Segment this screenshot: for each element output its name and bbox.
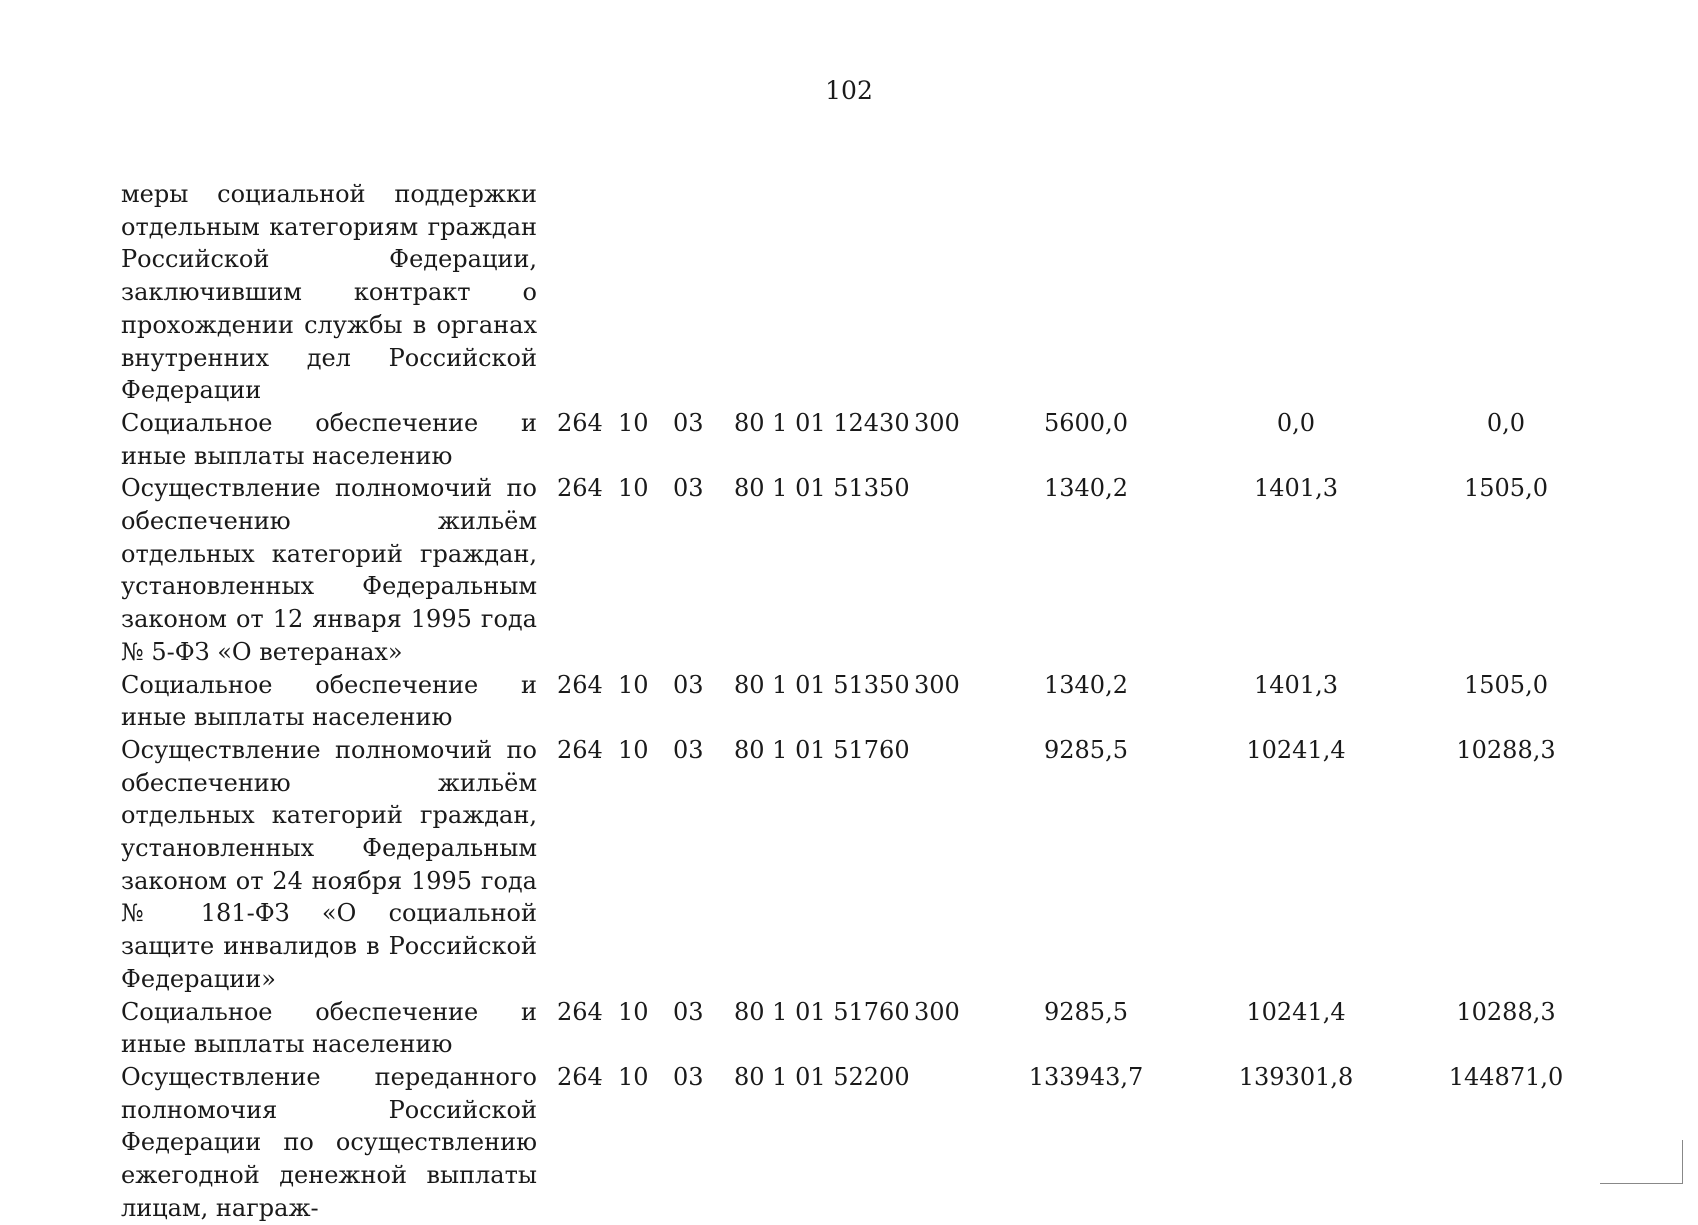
row-ved-code: 264 <box>557 997 603 1026</box>
row-amount-year2: 10241,4 <box>1246 997 1346 1026</box>
row-description: меры социальной поддержки отдельным категориям граждан Российской Федерации, заключившим контракт о прохождении службы в органах внутренних дел Российской Федерации <box>121 180 537 405</box>
row-amount-year3: 10288,3 <box>1456 997 1556 1026</box>
row-amount-year1: 5600,0 <box>1044 408 1128 437</box>
row-amount-year1: 1340,2 <box>1044 474 1128 503</box>
row-subsection-code: 03 <box>673 997 704 1026</box>
row-expense-type: 300 <box>914 670 960 699</box>
row-amount-year2: 0,0 <box>1276 408 1316 437</box>
row-amount-year3: 144871,0 <box>1448 1062 1564 1091</box>
row-section-code: 10 <box>618 1062 649 1091</box>
row-section-code: 10 <box>618 670 649 699</box>
table-row <box>121 407 1541 472</box>
row-target-article: 80 1 01 51350 <box>734 474 910 503</box>
row-ved-code: 264 <box>557 1062 603 1091</box>
row-amount-year2: 1401,3 <box>1254 474 1338 503</box>
row-target-article: 80 1 01 12430 <box>734 408 910 437</box>
page-number: 102 <box>825 76 873 105</box>
row-amount-year1: 133943,7 <box>1028 1062 1144 1091</box>
row-amount-year2: 10241,4 <box>1246 735 1346 764</box>
scan-edge-line <box>1600 1183 1683 1184</box>
row-target-article: 80 1 01 51760 <box>734 997 910 1026</box>
row-amount-year3: 1505,0 <box>1464 474 1548 503</box>
row-section-code: 10 <box>618 408 649 437</box>
row-amount-year3: 0,0 <box>1486 408 1526 437</box>
table-row <box>121 734 1556 996</box>
table-row <box>121 178 1541 407</box>
row-amount-year1: 9285,5 <box>1044 997 1128 1026</box>
table-row <box>121 996 1556 1061</box>
row-amount-year1: 1340,2 <box>1044 670 1128 699</box>
row-ved-code: 264 <box>557 408 603 437</box>
row-section-code: 10 <box>618 474 649 503</box>
row-expense-type: 300 <box>914 997 960 1026</box>
row-subsection-code: 03 <box>673 1062 704 1091</box>
row-section-code: 10 <box>618 735 649 764</box>
row-description: Осуществление полномочий по обеспечению жильём отдельных категорий граждан, установленных Федеральным законом от 24 ноября 1995 года № 181-ФЗ «О социальной защите инвалидов в Российской Федерации» <box>121 735 537 993</box>
row-target-article: 80 1 01 51760 <box>734 735 910 764</box>
row-description: Осуществление полномочий по обеспечению жильём отдельных категорий граждан, установленных Федеральным законом от 12 января 1995 года № 5-ФЗ «О ветеранах» <box>121 474 537 666</box>
row-ved-code: 264 <box>557 670 603 699</box>
row-subsection-code: 03 <box>673 474 704 503</box>
table-row <box>121 669 1548 734</box>
row-amount-year1: 9285,5 <box>1044 735 1128 764</box>
row-ved-code: 264 <box>557 735 603 764</box>
row-amount-year2: 139301,8 <box>1238 1062 1354 1091</box>
row-target-article: 80 1 01 52200 <box>734 1062 910 1091</box>
row-amount-year3: 1505,0 <box>1464 670 1548 699</box>
row-amount-year2: 1401,3 <box>1254 670 1338 699</box>
row-subsection-code: 03 <box>673 735 704 764</box>
scan-edge-line <box>1682 1140 1683 1184</box>
row-section-code: 10 <box>618 997 649 1026</box>
row-subsection-code: 03 <box>673 670 704 699</box>
budget-table <box>121 178 1564 1225</box>
row-target-article: 80 1 01 51350 <box>734 670 910 699</box>
row-expense-type: 300 <box>914 408 960 437</box>
row-amount-year3: 10288,3 <box>1456 735 1556 764</box>
row-description: Социальное обеспечение и иные выплаты населению <box>121 408 537 470</box>
row-description: Социальное обеспечение и иные выплаты населению <box>121 670 537 732</box>
table-row <box>121 472 1548 668</box>
row-subsection-code: 03 <box>673 408 704 437</box>
row-description: Социальное обеспечение и иные выплаты населению <box>121 997 537 1059</box>
row-description: Осуществление переданного полномочия Российской Федерации по осуществлению ежегодной денежной выплаты лицам, награж- <box>121 1062 537 1222</box>
row-ved-code: 264 <box>557 474 603 503</box>
